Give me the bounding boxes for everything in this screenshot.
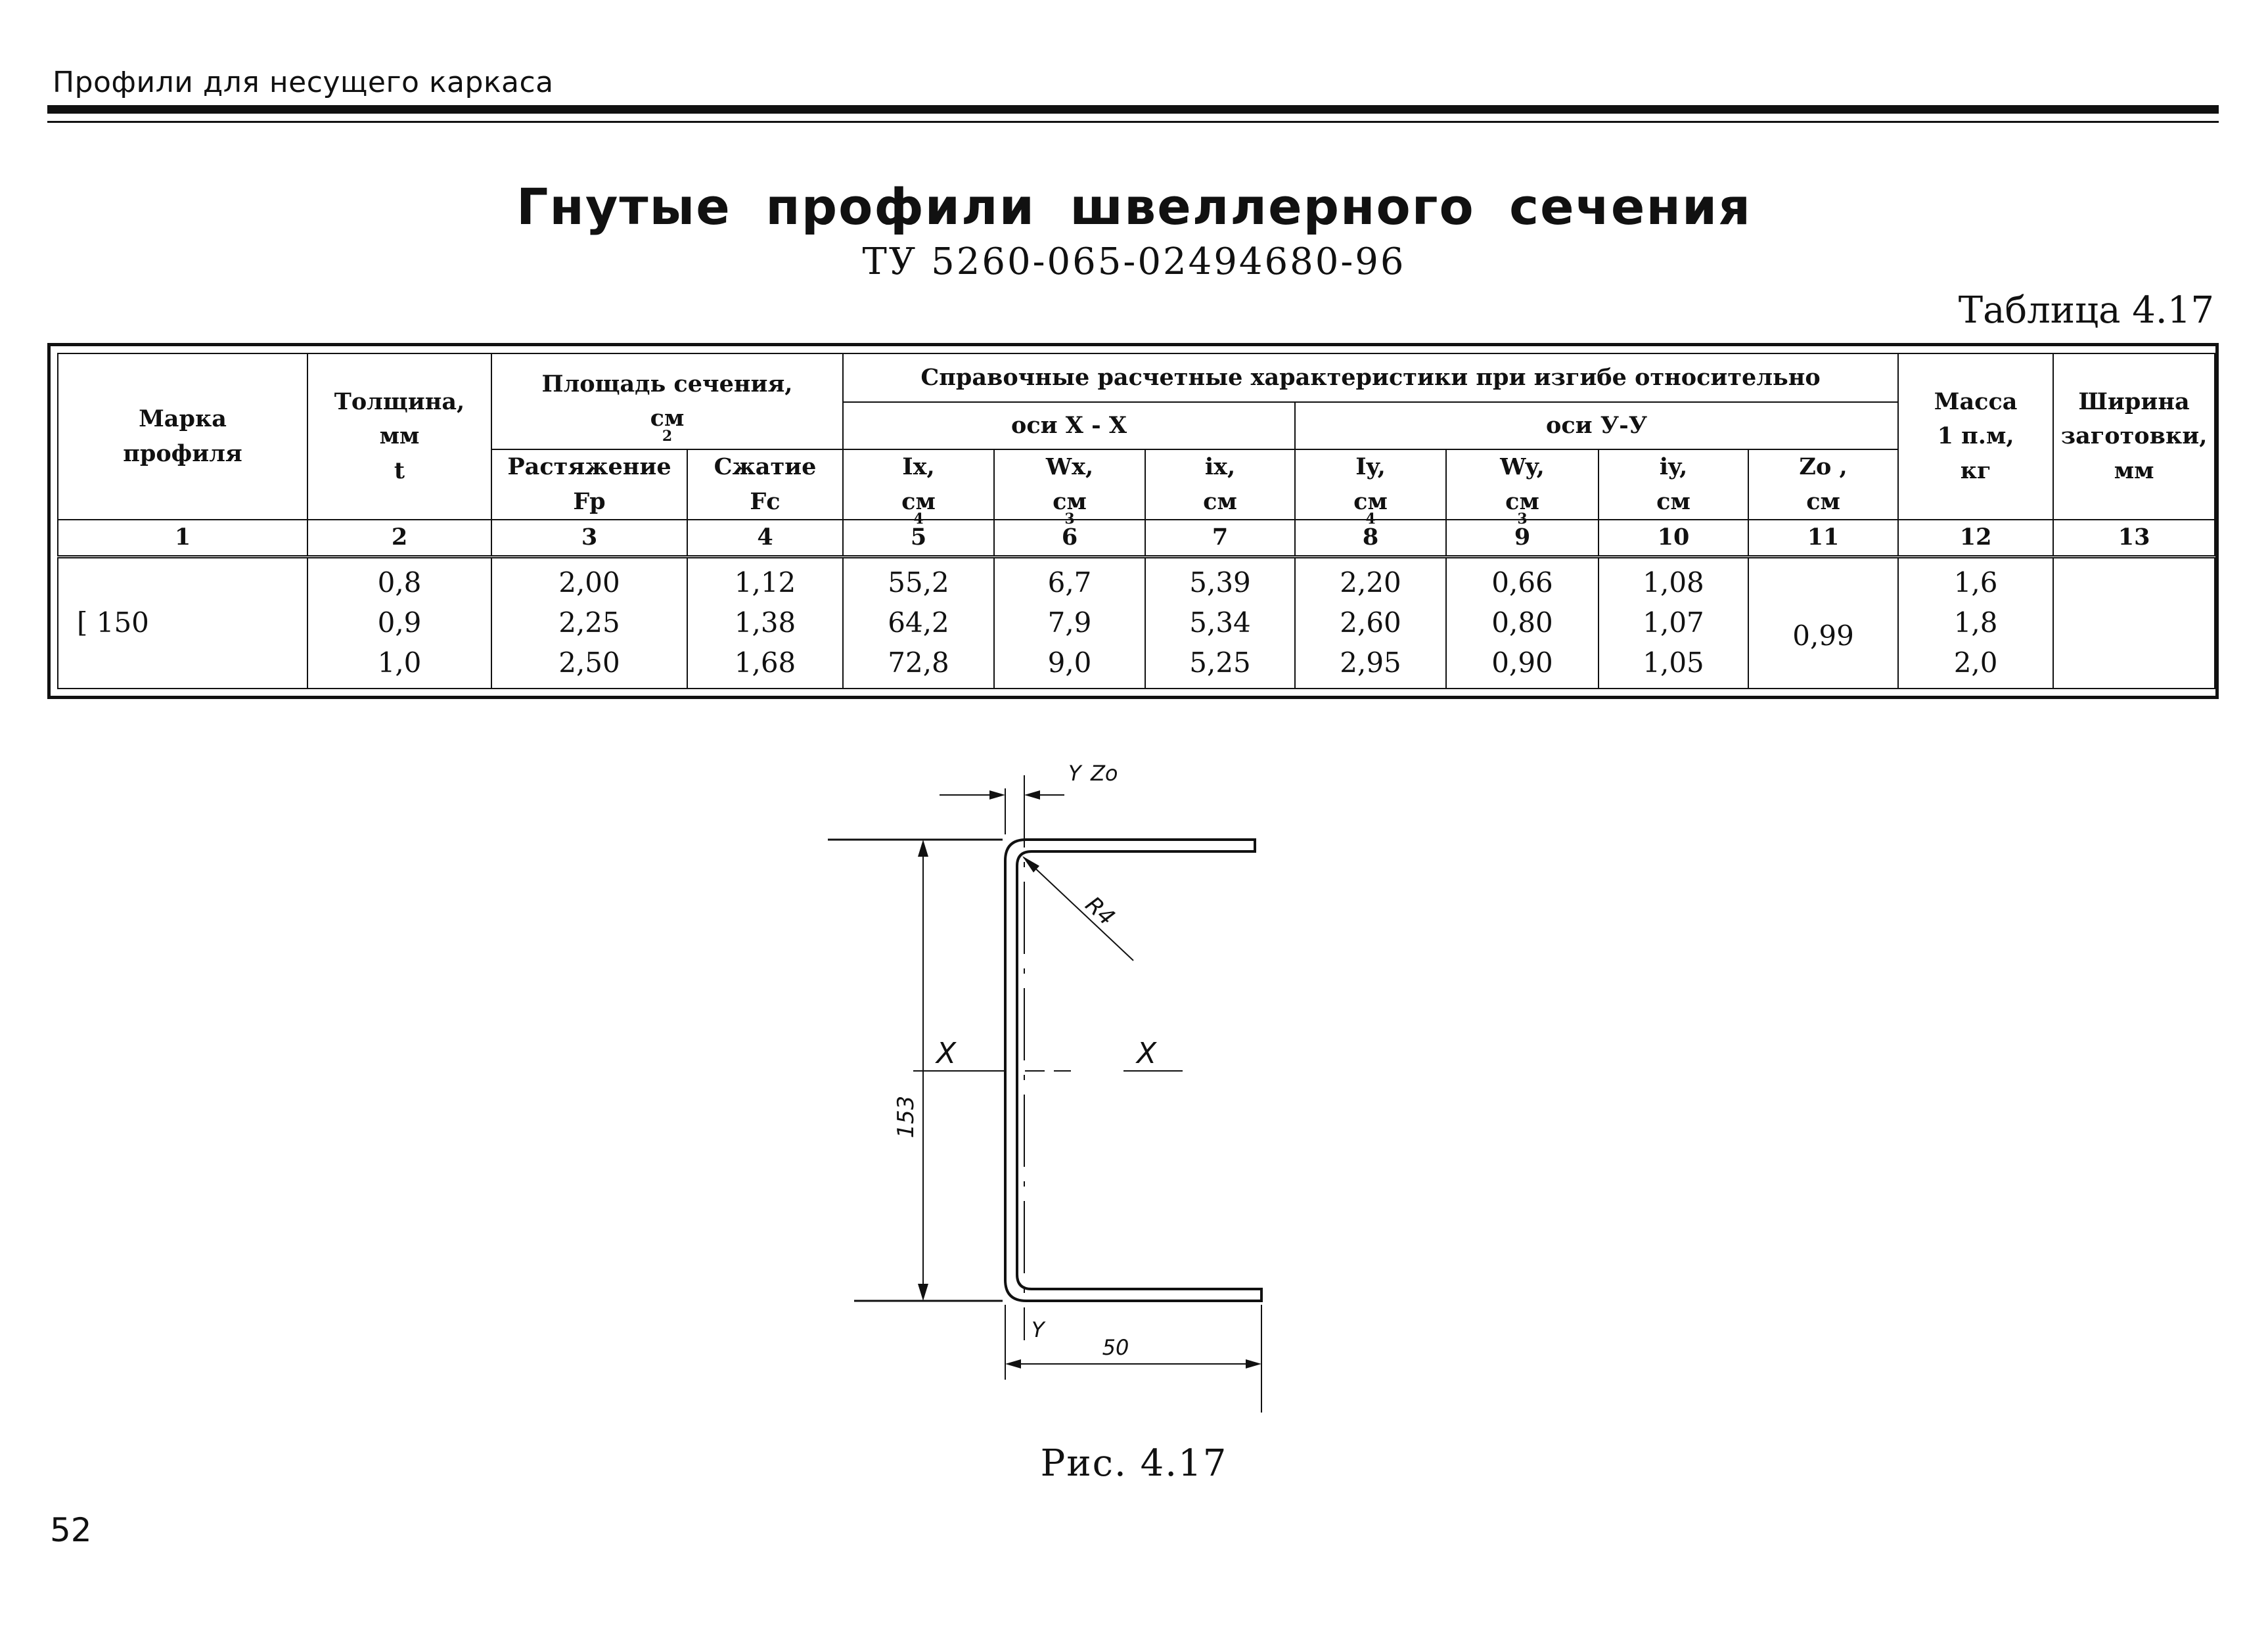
column-number: 13 xyxy=(2053,520,2215,556)
header-grade: Марка профиля xyxy=(58,353,307,520)
column-number: 9 xyxy=(1446,520,1599,556)
figure-caption: Рис. 4.17 xyxy=(1040,1442,1228,1485)
column-number: 11 xyxy=(1748,520,1898,556)
profile-table-frame xyxy=(47,343,2219,699)
column-number: 2 xyxy=(307,520,491,556)
cell-thickness: 0,8 0,9 1,0 xyxy=(307,556,491,689)
header-area: Площадь сечения, см 2 xyxy=(491,353,843,449)
header-zo: Zo , см xyxy=(1748,449,1898,520)
column-number: 7 xyxy=(1145,520,1295,556)
cell-blank-width xyxy=(2053,556,2215,689)
cell-ix-radius: 5,39 5,34 5,25 xyxy=(1145,556,1295,689)
label-y-bottom: Y xyxy=(1032,1317,1045,1342)
header-rule-thick xyxy=(47,105,2219,114)
cell-grade: [ 150 xyxy=(58,556,307,689)
cell-compression: 1,12 1,38 1,68 xyxy=(687,556,843,689)
column-number: 10 xyxy=(1599,520,1748,556)
column-number: 6 xyxy=(994,520,1145,556)
page-number: 52 xyxy=(50,1511,92,1549)
label-zo: Zo xyxy=(1091,761,1118,786)
header-mass: Масса 1 п.м, кг xyxy=(1898,353,2053,520)
header-wy: Wy, см 3 xyxy=(1446,449,1599,520)
header-ix-moment: Ix, см 4 xyxy=(843,449,994,520)
table-label: Таблица 4.17 xyxy=(1958,289,2214,332)
header-rule-thin xyxy=(47,121,2219,123)
page-title: Гнутые профили швеллерного сечения xyxy=(516,177,1752,236)
column-number: 8 xyxy=(1295,520,1446,556)
label-height: 153 xyxy=(893,1095,919,1139)
header-axis-x: оси X - X xyxy=(843,402,1295,449)
header-tension: Растяжение Fp xyxy=(491,449,687,520)
cell-wx: 6,7 7,9 9,0 xyxy=(994,556,1145,689)
header-iy-radius: iy, см xyxy=(1599,449,1748,520)
header-axis-y: оси У-У xyxy=(1295,402,1898,449)
header-wx: Wx, см 3 xyxy=(994,449,1145,520)
cell-iy-radius: 1,08 1,07 1,05 xyxy=(1599,556,1748,689)
column-number: 3 xyxy=(491,520,687,556)
label-x-left: X xyxy=(936,1037,957,1070)
cell-iy-moment: 2,20 2,60 2,95 xyxy=(1295,556,1446,689)
standard-code: ТУ 5260-065-02494680-96 xyxy=(862,240,1406,283)
header-thickness: Толщина, мм t xyxy=(307,353,491,520)
label-x-right: X xyxy=(1137,1037,1157,1070)
header-iy-moment: Iy, см 4 xyxy=(1295,449,1446,520)
cell-zo: 0,99 xyxy=(1748,556,1898,689)
column-number: 1 xyxy=(58,520,307,556)
table-row xyxy=(58,556,2215,689)
label-width: 50 xyxy=(1102,1335,1129,1360)
running-header: Профили для несущего каркаса xyxy=(53,66,554,99)
cell-wy: 0,66 0,80 0,90 xyxy=(1446,556,1599,689)
label-radius: R4 xyxy=(1079,891,1120,931)
cell-mass: 1,6 1,8 2,0 xyxy=(1898,556,2053,689)
header-compression: Сжатие Fc xyxy=(687,449,843,520)
label-y-top: Y xyxy=(1068,761,1081,786)
cell-ix-moment: 55,2 64,2 72,8 xyxy=(843,556,994,689)
profile-table xyxy=(57,353,2215,689)
channel-profile-drawing xyxy=(815,749,1314,1432)
column-number: 5 xyxy=(843,520,994,556)
column-number: 4 xyxy=(687,520,843,556)
column-number-row xyxy=(58,520,2215,556)
header-bending: Справочные расчетные характеристики при изгибе относительно xyxy=(843,353,1898,402)
cell-tension: 2,00 2,25 2,50 xyxy=(491,556,687,689)
header-blank-width: Ширина заготовки, мм xyxy=(2053,353,2215,520)
header-ix-radius: ix, см xyxy=(1145,449,1295,520)
column-number: 12 xyxy=(1898,520,2053,556)
